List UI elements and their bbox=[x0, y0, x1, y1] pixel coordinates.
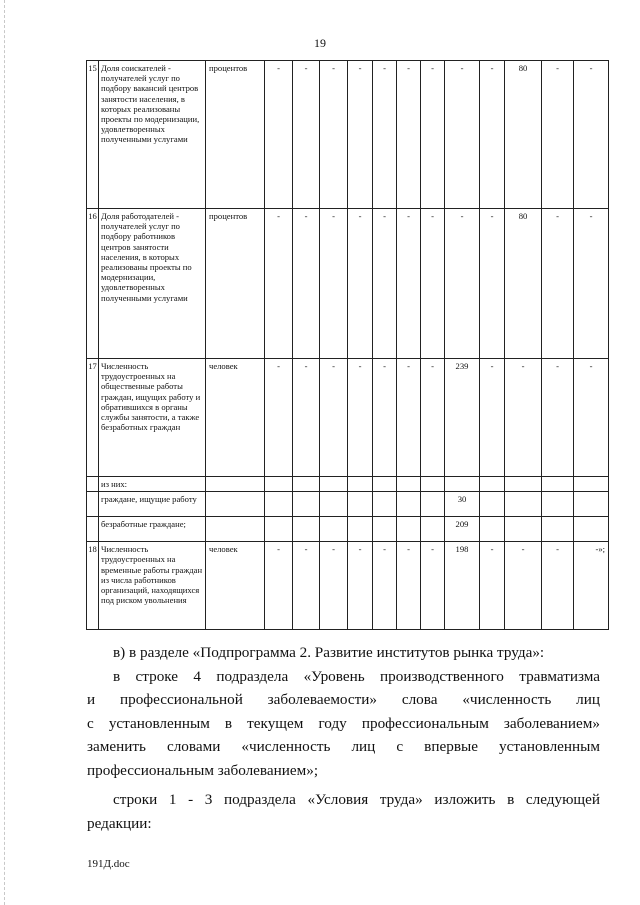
value-text: - bbox=[431, 544, 434, 555]
value-text: - bbox=[521, 361, 525, 371]
value-cell bbox=[505, 517, 542, 542]
paragraph-line: строки 1 - 3 подраздела «Условия труда» изложить в следующей bbox=[113, 791, 600, 808]
value-cell bbox=[421, 209, 445, 359]
row-number: 16 bbox=[87, 209, 99, 359]
row-number bbox=[87, 517, 99, 542]
value-text: - bbox=[304, 361, 308, 371]
indicators-table bbox=[86, 60, 609, 630]
indicator-name: Численность трудоустроенных на общественные работы граждан, ищущих работу и обратившихся в органы службы занятости, а также безработных граждан bbox=[99, 359, 206, 477]
value-cell bbox=[421, 477, 445, 492]
amendment-text bbox=[87, 641, 600, 835]
value-cell bbox=[348, 61, 373, 209]
page-number: 19 bbox=[314, 36, 326, 50]
value-cell bbox=[348, 359, 373, 477]
value-cell bbox=[348, 209, 373, 359]
value-text: - bbox=[383, 544, 386, 555]
unit-cell bbox=[206, 477, 265, 492]
value-cell bbox=[265, 359, 293, 477]
value-cell bbox=[574, 61, 609, 209]
indicator-name: Численность трудоустроенных на временные работы граждан из числа работников организаций, находящихся под риском увольнения bbox=[99, 542, 206, 630]
value-cell bbox=[265, 209, 293, 359]
value-cell bbox=[348, 492, 373, 517]
value-cell bbox=[574, 209, 609, 359]
value-text: - bbox=[407, 211, 410, 221]
value-text: 198 bbox=[455, 544, 469, 555]
unit-cell: человек bbox=[206, 542, 265, 630]
indicator-name: Доля работодателей - получателей услуг по подбору работников центров занятости населения, в которых реализованы проекты по модернизации, удовлетворенных полученными услугами bbox=[99, 209, 206, 359]
closing-quote: -»; bbox=[595, 544, 605, 555]
value-cell bbox=[542, 492, 574, 517]
value-cell bbox=[445, 359, 480, 477]
row-number: 18 bbox=[87, 542, 99, 630]
value-cell bbox=[320, 492, 348, 517]
value-cell bbox=[445, 477, 480, 492]
value-text: - bbox=[407, 361, 410, 371]
sub-label: граждане, ищущие работу bbox=[99, 492, 206, 517]
value-cell bbox=[320, 477, 348, 492]
value-cell: 30 bbox=[445, 492, 480, 517]
table-row bbox=[87, 359, 609, 477]
value-cell bbox=[574, 542, 609, 630]
value-text: - bbox=[556, 211, 559, 221]
value-text: - bbox=[277, 211, 280, 221]
value-cell bbox=[293, 61, 320, 209]
value-text: - bbox=[277, 361, 280, 371]
value-cell bbox=[293, 209, 320, 359]
value-cell bbox=[421, 542, 445, 630]
value-cell bbox=[320, 542, 348, 630]
value-cell bbox=[445, 209, 480, 359]
value-cell bbox=[421, 61, 445, 209]
value-cell bbox=[480, 61, 505, 209]
table-row bbox=[87, 61, 609, 209]
value-text: - bbox=[556, 361, 559, 371]
value-cell bbox=[421, 359, 445, 477]
value-cell bbox=[542, 477, 574, 492]
value-cell bbox=[397, 517, 421, 542]
value-text: - bbox=[304, 63, 308, 73]
unit-cell bbox=[206, 517, 265, 542]
value-text: - bbox=[358, 544, 362, 555]
table-row bbox=[87, 517, 609, 542]
row-number: 17 bbox=[87, 359, 99, 477]
value-cell bbox=[505, 542, 542, 630]
paragraph-line: и профессиональной заболеваемости» слова «численность лиц bbox=[87, 691, 600, 708]
value-text: - bbox=[589, 361, 593, 371]
table-row bbox=[87, 542, 609, 630]
value-text: - bbox=[556, 544, 559, 555]
value-text: 239 bbox=[455, 361, 469, 371]
section-heading: в) в разделе «Подпрограмма 2. Развитие институтов рынка труда»: bbox=[113, 644, 545, 661]
value-cell bbox=[348, 517, 373, 542]
value-cell bbox=[397, 209, 421, 359]
value-cell bbox=[397, 477, 421, 492]
value-text: - bbox=[431, 63, 434, 73]
unit-cell bbox=[206, 492, 265, 517]
value-cell bbox=[320, 209, 348, 359]
value-cell bbox=[348, 542, 373, 630]
value-cell bbox=[505, 492, 542, 517]
value-cell bbox=[265, 492, 293, 517]
value-text: - bbox=[358, 361, 362, 371]
value-text: 80 bbox=[518, 211, 528, 221]
unit-cell: процентов bbox=[206, 209, 265, 359]
value-cell bbox=[480, 359, 505, 477]
value-cell bbox=[480, 517, 505, 542]
value-cell bbox=[542, 517, 574, 542]
paragraph-line: в строке 4 подраздела «Уровень производственного травматизма bbox=[113, 667, 600, 685]
value-text: - bbox=[358, 211, 362, 221]
value-text: - bbox=[589, 63, 593, 73]
value-cell bbox=[293, 542, 320, 630]
value-cell bbox=[373, 209, 397, 359]
value-text: - bbox=[277, 544, 280, 555]
value-text: - bbox=[407, 63, 410, 73]
value-cell bbox=[421, 517, 445, 542]
value-cell bbox=[397, 542, 421, 630]
value-cell bbox=[373, 542, 397, 630]
value-cell bbox=[505, 209, 542, 359]
value-cell bbox=[542, 61, 574, 209]
value-cell bbox=[445, 542, 480, 630]
value-text: - bbox=[556, 63, 559, 73]
paragraph-line: заменить словами «численность лиц с впервые установленным bbox=[87, 738, 600, 755]
value-cell bbox=[480, 477, 505, 492]
value-text: - bbox=[332, 211, 335, 221]
value-text: - bbox=[521, 544, 525, 555]
value-cell bbox=[265, 542, 293, 630]
row-number bbox=[87, 492, 99, 517]
sub-label: безработные граждане; bbox=[99, 517, 206, 542]
value-text: - bbox=[490, 211, 494, 221]
table-row bbox=[87, 477, 609, 492]
value-cell bbox=[265, 61, 293, 209]
value-text: - bbox=[358, 63, 362, 73]
value-text: - bbox=[332, 63, 335, 73]
value-cell bbox=[397, 359, 421, 477]
value-cell bbox=[373, 492, 397, 517]
value-text: - bbox=[431, 211, 434, 221]
value-cell bbox=[397, 61, 421, 209]
value-cell bbox=[480, 492, 505, 517]
value-cell bbox=[574, 517, 609, 542]
value-text: - bbox=[490, 544, 494, 555]
value-cell bbox=[542, 359, 574, 477]
value-cell bbox=[574, 492, 609, 517]
value-text: - bbox=[460, 63, 464, 73]
value-cell bbox=[445, 61, 480, 209]
sub-label: из них: bbox=[99, 477, 206, 492]
value-text: - bbox=[460, 211, 464, 221]
value-cell bbox=[373, 61, 397, 209]
value-cell bbox=[320, 359, 348, 477]
value-text: - bbox=[490, 63, 494, 73]
value-cell bbox=[542, 542, 574, 630]
value-text: 80 bbox=[518, 63, 528, 73]
value-cell: 209 bbox=[445, 517, 480, 542]
value-cell bbox=[373, 477, 397, 492]
value-cell bbox=[505, 477, 542, 492]
value-cell bbox=[373, 359, 397, 477]
table-row bbox=[87, 209, 609, 359]
value-cell bbox=[293, 492, 320, 517]
value-cell bbox=[480, 542, 505, 630]
row-number: 15 bbox=[87, 61, 99, 209]
value-cell bbox=[397, 492, 421, 517]
value-text: - bbox=[431, 361, 434, 371]
value-text: - bbox=[304, 544, 308, 555]
value-cell bbox=[574, 477, 609, 492]
paragraph-line: редакции: bbox=[87, 814, 152, 832]
unit-cell: человек bbox=[206, 359, 265, 477]
value-cell bbox=[293, 359, 320, 477]
value-cell bbox=[320, 517, 348, 542]
value-cell bbox=[293, 517, 320, 542]
value-cell bbox=[348, 477, 373, 492]
value-text: - bbox=[383, 361, 386, 371]
indicator-name: Доля соискателей - получателей услуг по подбору вакансий центров занятости населения, в которых реализованы проекты по модернизации, удовлетворенных полученными услугами bbox=[99, 61, 206, 209]
value-cell bbox=[265, 517, 293, 542]
row-number bbox=[87, 477, 99, 492]
value-text: - bbox=[589, 211, 593, 221]
value-cell bbox=[265, 477, 293, 492]
value-cell bbox=[293, 477, 320, 492]
value-cell bbox=[480, 209, 505, 359]
value-text: - bbox=[304, 211, 308, 221]
value-cell bbox=[421, 492, 445, 517]
value-text: - bbox=[383, 63, 386, 73]
file-name-footer: 191Д.doc bbox=[87, 858, 130, 870]
value-cell bbox=[373, 517, 397, 542]
value-text: - bbox=[332, 544, 335, 555]
value-text: - bbox=[383, 211, 386, 221]
value-cell bbox=[320, 61, 348, 209]
unit-cell: процентов bbox=[206, 61, 265, 209]
value-cell bbox=[505, 359, 542, 477]
value-text: - bbox=[277, 63, 280, 73]
paragraph-line: с установленным в текущем году профессиональным заболеванием» bbox=[87, 714, 600, 732]
value-cell bbox=[505, 61, 542, 209]
value-cell bbox=[574, 359, 609, 477]
value-text: - bbox=[490, 361, 494, 371]
value-cell bbox=[542, 209, 574, 359]
page-left-edge bbox=[4, 0, 5, 905]
value-text: - bbox=[407, 544, 410, 555]
table-row bbox=[87, 492, 609, 517]
paragraph-line: профессиональным заболеванием»; bbox=[87, 761, 319, 779]
value-text: - bbox=[332, 361, 335, 371]
